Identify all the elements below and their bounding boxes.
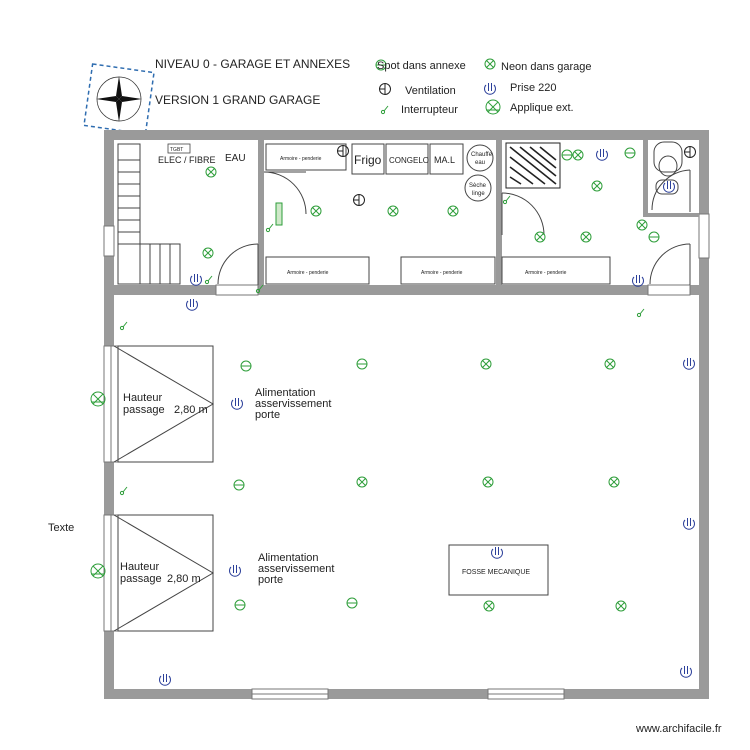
armoire-bottom-2-label: Armoire - penderie — [421, 270, 463, 276]
spot-light-icon — [562, 150, 572, 160]
legend-prise: Prise 220 — [510, 82, 557, 94]
seche-linge-label-2: linge — [472, 191, 485, 197]
spot-light-icon — [357, 359, 367, 369]
plan-version: VERSION 1 GRAND GARAGE — [155, 93, 321, 107]
legend — [376, 59, 592, 116]
socket-220-icon — [187, 299, 198, 310]
legend-applique: Applique ext. — [510, 102, 574, 114]
door2-height: 2,80 m — [167, 573, 201, 585]
watermark: www.archifacile.fr — [636, 723, 722, 735]
wall-light-icon — [91, 392, 105, 406]
door2-passage: passage — [120, 573, 162, 585]
plan-title: NIVEAU 0 - GARAGE ET ANNEXES — [155, 57, 351, 71]
switch-icon — [120, 322, 127, 330]
door1-passage: passage — [123, 404, 165, 416]
socket-220-icon — [684, 518, 695, 529]
mal-label: MA.L — [434, 155, 456, 165]
neon-light-icon — [573, 150, 583, 160]
switch-icon — [120, 487, 127, 495]
neon-light-icon — [357, 477, 367, 487]
switch-icon — [266, 224, 273, 232]
chauffe-eau-label-1: Chauffe — [471, 152, 492, 158]
socket-220-icon — [597, 149, 608, 160]
socket-220-icon — [684, 358, 695, 369]
door2-hauteur: Hauteur — [120, 561, 160, 573]
neon-light-icon — [484, 601, 494, 611]
socket-220-icon — [485, 83, 496, 94]
electric-panel-label: TGBT — [170, 147, 184, 153]
neon-light-icon — [448, 206, 458, 216]
alim2-line3: porte — [258, 574, 284, 586]
switch-icon — [381, 106, 388, 114]
furniture — [266, 142, 682, 595]
armoire-bottom-1-label: Armoire - penderie — [287, 270, 329, 276]
spot-light-icon — [347, 598, 357, 608]
compass-rose-icon — [84, 64, 154, 134]
neon-light-icon — [483, 477, 493, 487]
legend-spot: Spot dans annexe — [377, 60, 466, 72]
neon-light-icon — [485, 59, 495, 69]
neon-light-icon — [637, 220, 647, 230]
staircase — [118, 144, 180, 284]
neon-light-icon — [592, 181, 602, 191]
neon-light-icon — [535, 232, 545, 242]
socket-220-icon — [232, 398, 243, 409]
alim2-line1: Alimentation — [258, 552, 319, 564]
armoire-top-label: Armoire - penderie — [280, 156, 322, 162]
neon-light-icon — [206, 167, 216, 177]
neon-light-icon — [203, 248, 213, 258]
frigo-label: Frigo — [354, 153, 382, 167]
neon-light-icon — [605, 359, 615, 369]
legend-interrupteur: Interrupteur — [401, 104, 458, 116]
neon-light-icon — [609, 477, 619, 487]
socket-220-icon — [191, 274, 202, 285]
alim1-line1: Alimentation — [255, 387, 316, 399]
switch-icon — [637, 309, 644, 317]
spot-light-icon — [625, 148, 635, 158]
neon-light-icon — [311, 206, 321, 216]
congelo-label: CONGELO — [389, 156, 430, 165]
elec-fibre-label: ELEC / FIBRE — [158, 155, 216, 165]
ventilation-icon — [685, 147, 696, 158]
legend-ventilation: Ventilation — [405, 85, 456, 97]
chauffe-eau-label-2: eau — [475, 160, 486, 166]
spot-light-icon — [235, 600, 245, 610]
neon-light-icon — [581, 232, 591, 242]
alim1-line2: asservissement — [255, 398, 332, 410]
wall-light-icon — [486, 100, 500, 114]
ventilation-icon — [338, 146, 349, 157]
socket-220-icon — [633, 275, 644, 286]
legend-neon: Neon dans garage — [501, 61, 592, 73]
neon-light-icon — [481, 359, 491, 369]
socket-220-icon — [492, 547, 503, 558]
fosse-label: FOSSE MECANIQUE — [462, 569, 531, 576]
switch-icon — [205, 276, 212, 284]
seche-linge-label-1: Sèche — [469, 183, 487, 189]
door1-hauteur: Hauteur — [123, 392, 163, 404]
armoire-bottom-3-label: Armoire - penderie — [525, 270, 567, 276]
neon-light-icon — [388, 206, 398, 216]
switch-icon — [503, 196, 510, 204]
spot-light-icon — [241, 361, 251, 371]
spot-light-icon — [649, 232, 659, 242]
socket-220-icon — [664, 181, 675, 192]
door1-height: 2,80 m — [174, 404, 208, 416]
ventilation-icon — [354, 195, 365, 206]
ventilation-icon — [380, 84, 391, 95]
side-text: Texte — [48, 522, 75, 534]
alim1-line3: porte — [255, 409, 281, 421]
socket-220-icon — [681, 666, 692, 677]
doors — [114, 170, 690, 631]
eau-label: EAU — [225, 153, 246, 164]
alim2-line2: asservissement — [258, 563, 335, 575]
spot-light-icon — [234, 480, 244, 490]
socket-220-icon — [160, 674, 171, 685]
wall-light-icon — [91, 564, 105, 578]
socket-220-icon — [230, 565, 241, 576]
neon-light-icon — [616, 601, 626, 611]
